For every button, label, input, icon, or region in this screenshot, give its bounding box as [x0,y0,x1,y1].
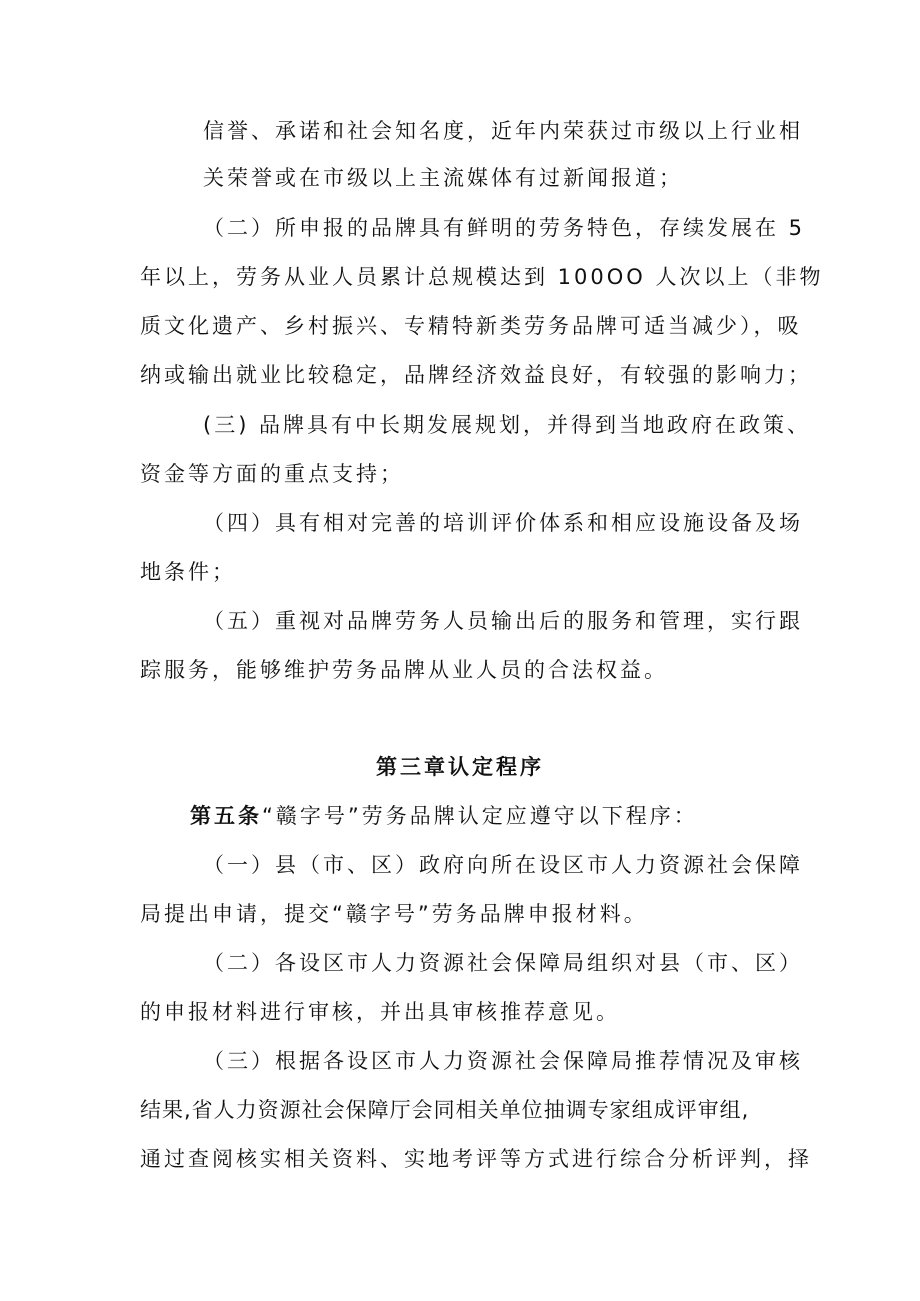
text-line: 地条件； [140,560,236,584]
text-line: （二）各设区市人力资源社会保障局组织对县（市、区） [203,951,803,975]
text-line: （二）所申报的品牌具有鲜明的劳务特色，存续发展在 5 [203,216,806,240]
text-line: 信誉、承诺和社会知名度，近年内荣获过市级以上行业相 [203,119,803,143]
text-line: (三) 品牌具有中长期发展规划，并得到当地政府在政策、 [203,413,812,437]
text-line: （五）重视对品牌劳务人员输出后的服务和管理，实行跟 [203,609,803,633]
text-line: 关荣誉或在市级以上主流媒体有过新闻报道； [203,166,683,190]
text-line: 质文化遗产、乡村振兴、专精特新类劳务品牌可适当减少），吸 [140,314,802,338]
chapter-heading: 第三章认定程序 [376,755,544,779]
text-line: 年以上，劳务从业人员累计总规模达到 100OO 人次以上（非物 [140,265,824,289]
text-line: 结果,省人力资源社会保障厅会同相关单位抽调专家组成评审组, [140,1098,750,1122]
text-line: （四）具有相对完善的培训评价体系和相应设施设备及场 [203,511,803,535]
text-line: 踪服务，能够维护劳务品牌从业人员的合法权益。 [140,658,668,682]
article-label: 第五条 [190,804,262,828]
text-line: 资金等方面的重点支持； [140,462,404,486]
article-text: “赣字号”劳务品牌认定应遵守以下程序： [262,804,698,828]
text-line: 局提出申请，提交“赣字号”劳务品牌申报材料。 [140,902,648,926]
text-line: 通过查阅核实相关资料、实地考评等方式进行综合分析评判，择 [140,1147,812,1171]
text-line: 纳或输出就业比较稳定，品牌经济效益良好，有较强的影响力； [140,363,812,387]
text-line: （三）根据各设区市人力资源社会保障局推荐情况及审核 [203,1049,803,1073]
text-line: 的申报材料进行审核，并出具审核推荐意见。 [140,1000,620,1024]
text-line: （一）县（市、区）政府向所在设区市人力资源社会保障 [203,853,803,877]
article-5-line [190,801,698,831]
